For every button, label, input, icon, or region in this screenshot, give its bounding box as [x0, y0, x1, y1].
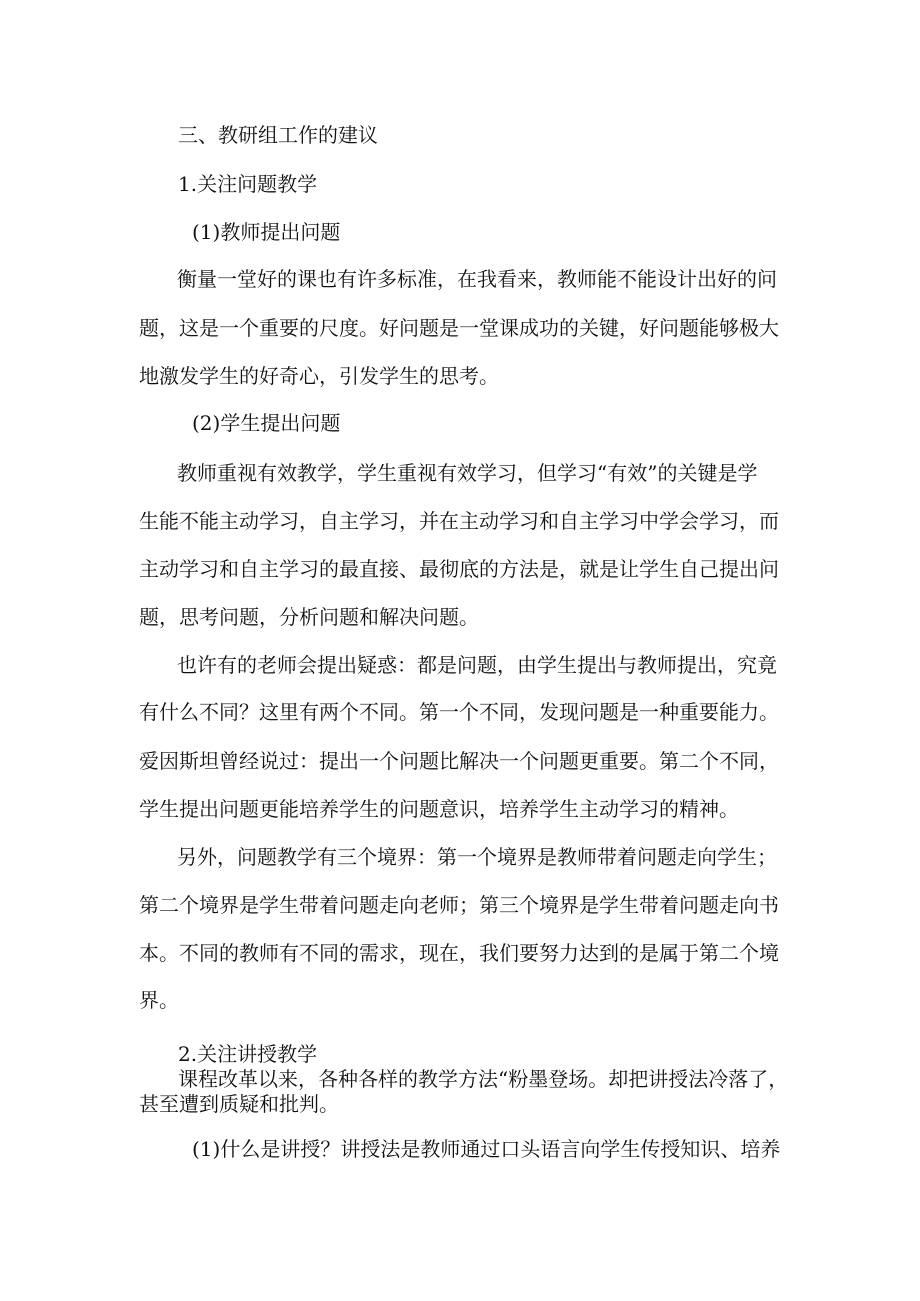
paragraph-line: 有什么不同？这里有两个不同。第一个不同，发现问题是一种重要能力。: [139, 700, 779, 724]
paragraph-line: 学生提出问题更能培养学生的问题意识，培养学生主动学习的精神。: [139, 797, 739, 821]
paragraph-line: 生能不能主动学习，自主学习，并在主动学习和自主学习中学会学习，而: [139, 509, 779, 533]
paragraph-line: 也许有的老师会提出疑惑：都是问题，由学生提出与教师提出，究竟: [177, 653, 777, 677]
paragraph-line: 另外，问题教学有三个境界：第一个境界是教师带着问题走向学生；: [177, 845, 777, 869]
paragraph-line: 题，思考问题，分析问题和解决问题。: [139, 605, 479, 629]
paragraph-line: 爱因斯坦曾经说过：提出一个问题比解决一个问题更重要。第二个不同，: [139, 749, 779, 773]
paragraph-line: 教师重视有效教学，学生重视有效学习，但学习“有效”的关键是学: [177, 461, 758, 485]
paragraph-line: 主动学习和自主学习的最直接、最彻底的方法是，就是让学生自己提出问: [139, 557, 779, 581]
subsection-heading-lecture-teaching: 2.关注讲授教学: [178, 1042, 318, 1066]
paragraph-line: 衡量一堂好的课也有许多标准，在我看来，教师能不能设计出好的问: [177, 267, 777, 291]
paragraph-line: 第二个境界是学生带着问题走向老师；第三个境界是学生带着问题走向书: [139, 893, 779, 917]
point-heading-student-questions: (2)学生提出问题: [192, 411, 341, 435]
paragraph-line: 界。: [139, 988, 179, 1012]
paragraph-line: 地激发学生的好奇心，引发学生的思考。: [139, 364, 499, 388]
paragraph-line: 题，这是一个重要的尺度。好问题是一堂课成功的关键，好问题能够极大: [139, 316, 779, 340]
section-heading: 三、教研组工作的建议: [178, 123, 378, 147]
paragraph-line: 课程改革以来，各种各样的教学方法“粉墨登场。却把讲授法冷落了，: [178, 1067, 789, 1091]
point-heading-what-is-lecture: (1)什么是讲授？讲授法是教师通过口头语言向学生传授知识、培养: [192, 1137, 781, 1161]
point-heading-teacher-questions: (1)教师提出问题: [192, 220, 341, 244]
subsection-heading-question-teaching: 1.关注问题教学: [178, 172, 318, 196]
paragraph-line: 本。不同的教师有不同的需求，现在，我们要努力达到的是属于第二个境: [139, 941, 779, 965]
paragraph-line: 甚至遭到质疑和批判。: [139, 1092, 339, 1116]
